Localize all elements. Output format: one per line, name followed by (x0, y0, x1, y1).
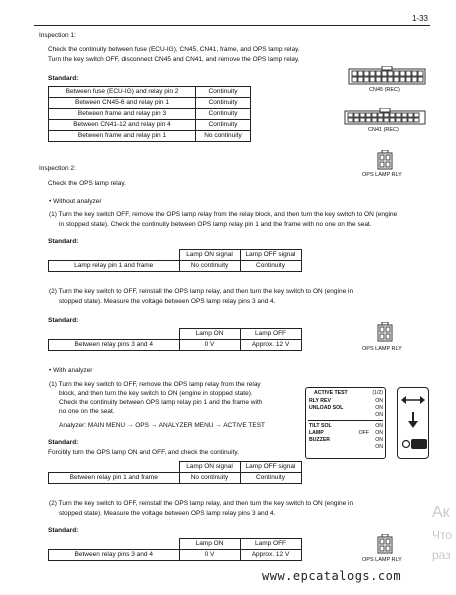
table-row (49, 261, 302, 272)
table-header-row (49, 250, 302, 261)
wa-step1-line-a: (1) Turn the key switch to OFF, remove the OPS lamp relay from the relay (49, 381, 261, 388)
watermark: www.epcatalogs.com (262, 569, 402, 583)
table-header: Lamp ON signal (179, 462, 240, 473)
table-header (49, 539, 180, 550)
analyzer-off-label: OFF (358, 430, 369, 436)
analyzer-keypad (397, 387, 429, 459)
inspection2-table1 (48, 249, 302, 272)
analyzer-line: TILT SOL (309, 423, 332, 429)
overlay-text: Что (432, 528, 453, 542)
table-header: Lamp OFF signal (240, 462, 301, 473)
analyzer-switch: ON (375, 405, 383, 411)
table-cell: Continuity (196, 120, 251, 131)
step1-line-b: in stopped state). Check the continuity between OPS lamp relay pin 1 and the frame with no one on the seat. (59, 221, 372, 228)
table-header: Lamp ON signal (179, 250, 240, 261)
analyzer-switch: ON (375, 398, 383, 404)
ops-relay-diagram (377, 534, 393, 554)
wa-step2-line-b: stopped state). Measure the voltage between OPS lamp relay pins 3 and 4. (59, 510, 276, 517)
inspection2-intro: Check the OPS lamp relay. (48, 180, 126, 187)
table-header (49, 329, 180, 340)
standard-label: Standard: (48, 527, 79, 534)
table-header-row (49, 462, 302, 473)
table-row (49, 109, 251, 120)
inspection1-title: Inspection 1: (39, 32, 76, 39)
analyzer-line: RLY REV (309, 398, 331, 404)
table-row (49, 340, 302, 351)
analyzer-line: BUZZER (309, 437, 331, 443)
table-cell: 0 V (179, 340, 240, 351)
analyzer-title: ACTIVE TEST (314, 390, 348, 396)
analyzer-divider (308, 420, 383, 421)
standard-label: Standard: (48, 75, 79, 82)
cn41-connector-diagram (344, 108, 426, 126)
inspection1-line1: Check the continuity between fuse (ECU-IG), CN45, CN41, frame, and OPS lamp relay. (48, 46, 300, 53)
wa-step2-line-a: (2) Turn the key switch to OFF, reinstall the OPS lamp relay, and then turn the key switch to ON (engine in (49, 500, 354, 507)
forcibly-text: Forcibly turn the OPS lamp ON and OFF, and check the continuity. (48, 449, 239, 456)
table-cell: Between relay pins 3 and 4 (49, 550, 180, 561)
menu-key-icon (403, 439, 428, 449)
analyzer-switch: ON (375, 430, 383, 436)
table-cell: No continuity (179, 261, 240, 272)
overlay-text: раз (432, 548, 451, 562)
table-cell: Between frame and relay pin 3 (49, 109, 196, 120)
standard-label: Standard: (48, 439, 79, 446)
wa-step1-line-d: no one on the seat. (59, 408, 115, 415)
table-row (49, 98, 251, 109)
table-header-row (49, 539, 302, 550)
keypad-graphic (398, 388, 428, 458)
table-row (49, 473, 302, 484)
ops-relay-label: OPS LAMP RLY (362, 557, 402, 563)
table-row (49, 131, 251, 142)
table-row (49, 550, 302, 561)
table-cell: Continuity (240, 261, 301, 272)
table-cell: Continuity (196, 98, 251, 109)
table-cell: No continuity (196, 131, 251, 142)
analyzer-line: LAMP (309, 430, 324, 436)
analyzer-path: Analyzer: MAIN MENU → OPS → ANALYZER MENU → ACTIVE TEST (59, 422, 265, 429)
header-rule (34, 25, 430, 26)
table-cell: 0 V (179, 550, 240, 561)
inspection2-title: Inspection 2: (39, 165, 76, 172)
ops-relay-label: OPS LAMP RLY (362, 346, 402, 352)
table-cell: Continuity (196, 87, 251, 98)
table-header: Lamp ON (179, 539, 240, 550)
table-cell: Approx. 12 V (240, 550, 301, 561)
table-cell: Between relay pins 3 and 4 (49, 340, 180, 351)
table-cell: Continuity (240, 473, 301, 484)
analyzer-screen (305, 387, 386, 459)
ops-relay-diagram (377, 322, 393, 342)
inspection2-table2 (48, 328, 302, 351)
table-header: Lamp OFF (240, 539, 301, 550)
analyzer-switch: ON (375, 423, 383, 429)
analyzer-switch: ON (375, 444, 383, 450)
table-cell: Between fuse (ECU-IG) and relay pin 2 (49, 87, 196, 98)
step2-line-b: stopped state). Measure the voltage between OPS lamp relay pins 3 and 4. (59, 298, 276, 305)
table-cell: Continuity (196, 109, 251, 120)
wa-step1-line-b: block, and then turn the key switch to ON (engine in stopped state). (59, 390, 253, 397)
analyzer-switch: ON (375, 437, 383, 443)
table-header: Lamp OFF signal (240, 250, 301, 261)
inspection1-table (48, 86, 251, 142)
analyzer-page: (1/2) (372, 390, 383, 396)
cn45-label: CN45 (REC) (369, 87, 400, 93)
step1-line-a: (1) Turn the key switch OFF, remove the OPS lamp relay from the relay block, and then turn the key switch to ON (engine (49, 211, 398, 218)
table-row (49, 120, 251, 131)
ops-relay-label: OPS LAMP RLY (362, 172, 402, 178)
overlay-text: Ак (432, 504, 450, 521)
without-analyzer-heading: • Without analyzer (49, 198, 102, 205)
table-cell: Approx. 12 V (240, 340, 301, 351)
inspection1-line2: Turn the key switch OFF, disconnect CN45 and CN41, and remove the OPS lamp relay. (48, 56, 300, 63)
table-cell: Between CN41-12 and relay pin 4 (49, 120, 196, 131)
standard-label: Standard: (48, 317, 79, 324)
cn41-label: CN41 (REC) (368, 127, 399, 133)
table-cell: Between frame and relay pin 1 (49, 131, 196, 142)
table-cell: No continuity (179, 473, 240, 484)
standard-label: Standard: (48, 238, 79, 245)
with-analyzer-heading: • With analyzer (49, 367, 93, 374)
wa-step1-line-c: Check the continuity between OPS lamp relay pin 1 and the frame with (59, 399, 263, 406)
table-cell: Between CN45-6 and relay pin 1 (49, 98, 196, 109)
page-number: 1-33 (411, 14, 428, 23)
table-row (49, 87, 251, 98)
table-header (49, 462, 180, 473)
table-header: Lamp OFF (240, 329, 301, 340)
table-header: Lamp ON (179, 329, 240, 340)
table-header (49, 250, 180, 261)
inspection2-table3 (48, 461, 302, 484)
analyzer-line: UNLOAD SOL (309, 405, 344, 411)
ops-relay-diagram (377, 150, 393, 170)
step2-line-a: (2) Turn the key switch to OFF, reinstall the OPS lamp relay, and then turn the key switch to ON (engine in (49, 288, 354, 295)
left-right-arrow-icon (401, 396, 425, 404)
down-arrow-icon (408, 412, 418, 428)
cn45-connector-diagram (348, 66, 426, 86)
inspection2-table4 (48, 538, 302, 561)
table-cell: Lamp relay pin 1 and frame (49, 261, 180, 272)
table-cell: Between relay pin 1 and frame (49, 473, 180, 484)
table-header-row (49, 329, 302, 340)
analyzer-switch: ON (375, 412, 383, 418)
